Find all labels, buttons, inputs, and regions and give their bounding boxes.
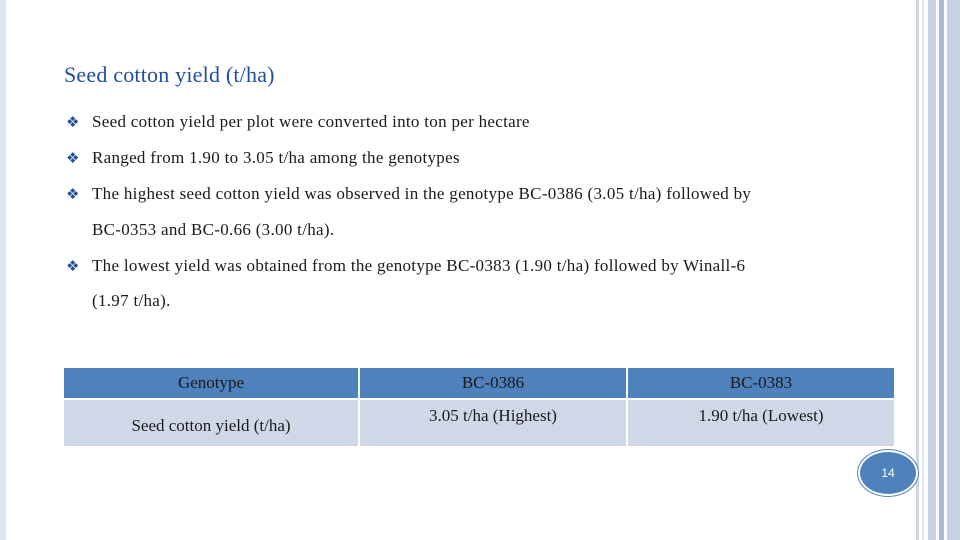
table-header-cell: BC-0383 xyxy=(627,367,895,399)
table-header-cell: BC-0386 xyxy=(359,367,627,399)
table-row xyxy=(63,399,895,447)
page-number-badge: 14 xyxy=(858,450,918,496)
bullet-text: Ranged from 1.90 to 3.05 t/ha among the genotypes xyxy=(92,148,460,167)
slide-title: Seed cotton yield (t/ha) xyxy=(64,62,275,87)
bullet-text: The highest seed cotton yield was observed in the genotype BC-0386 (3.05 t/ha) followed by xyxy=(92,184,752,203)
left-border-rule xyxy=(0,0,6,540)
table-header-cell: Genotype xyxy=(63,367,359,399)
diamond-bullet-icon: ❖ xyxy=(66,185,80,203)
table-cell: 3.05 t/ha (Highest) xyxy=(359,399,627,447)
diamond-bullet-icon: ❖ xyxy=(66,149,80,167)
diamond-bullet-icon: ❖ xyxy=(66,257,80,275)
table-header-row xyxy=(63,367,895,399)
bullet-text-continued: (1.97 t/ha). xyxy=(92,291,171,310)
bullet-text: The lowest yield was obtained from the genotype BC-0383 (1.90 t/ha) followed by Winall-6 xyxy=(92,256,746,275)
table-cell: Seed cotton yield (t/ha) xyxy=(63,399,359,447)
table-cell: 1.90 t/ha (Lowest) xyxy=(627,399,895,447)
right-border-rules xyxy=(916,0,960,540)
bullet-text-continued: BC-0353 and BC-0.66 (3.00 t/ha). xyxy=(92,220,335,239)
bullet-text: Seed cotton yield per plot were converted into ton per hectare xyxy=(92,112,530,131)
diamond-bullet-icon: ❖ xyxy=(66,113,80,131)
yield-table xyxy=(62,366,896,448)
